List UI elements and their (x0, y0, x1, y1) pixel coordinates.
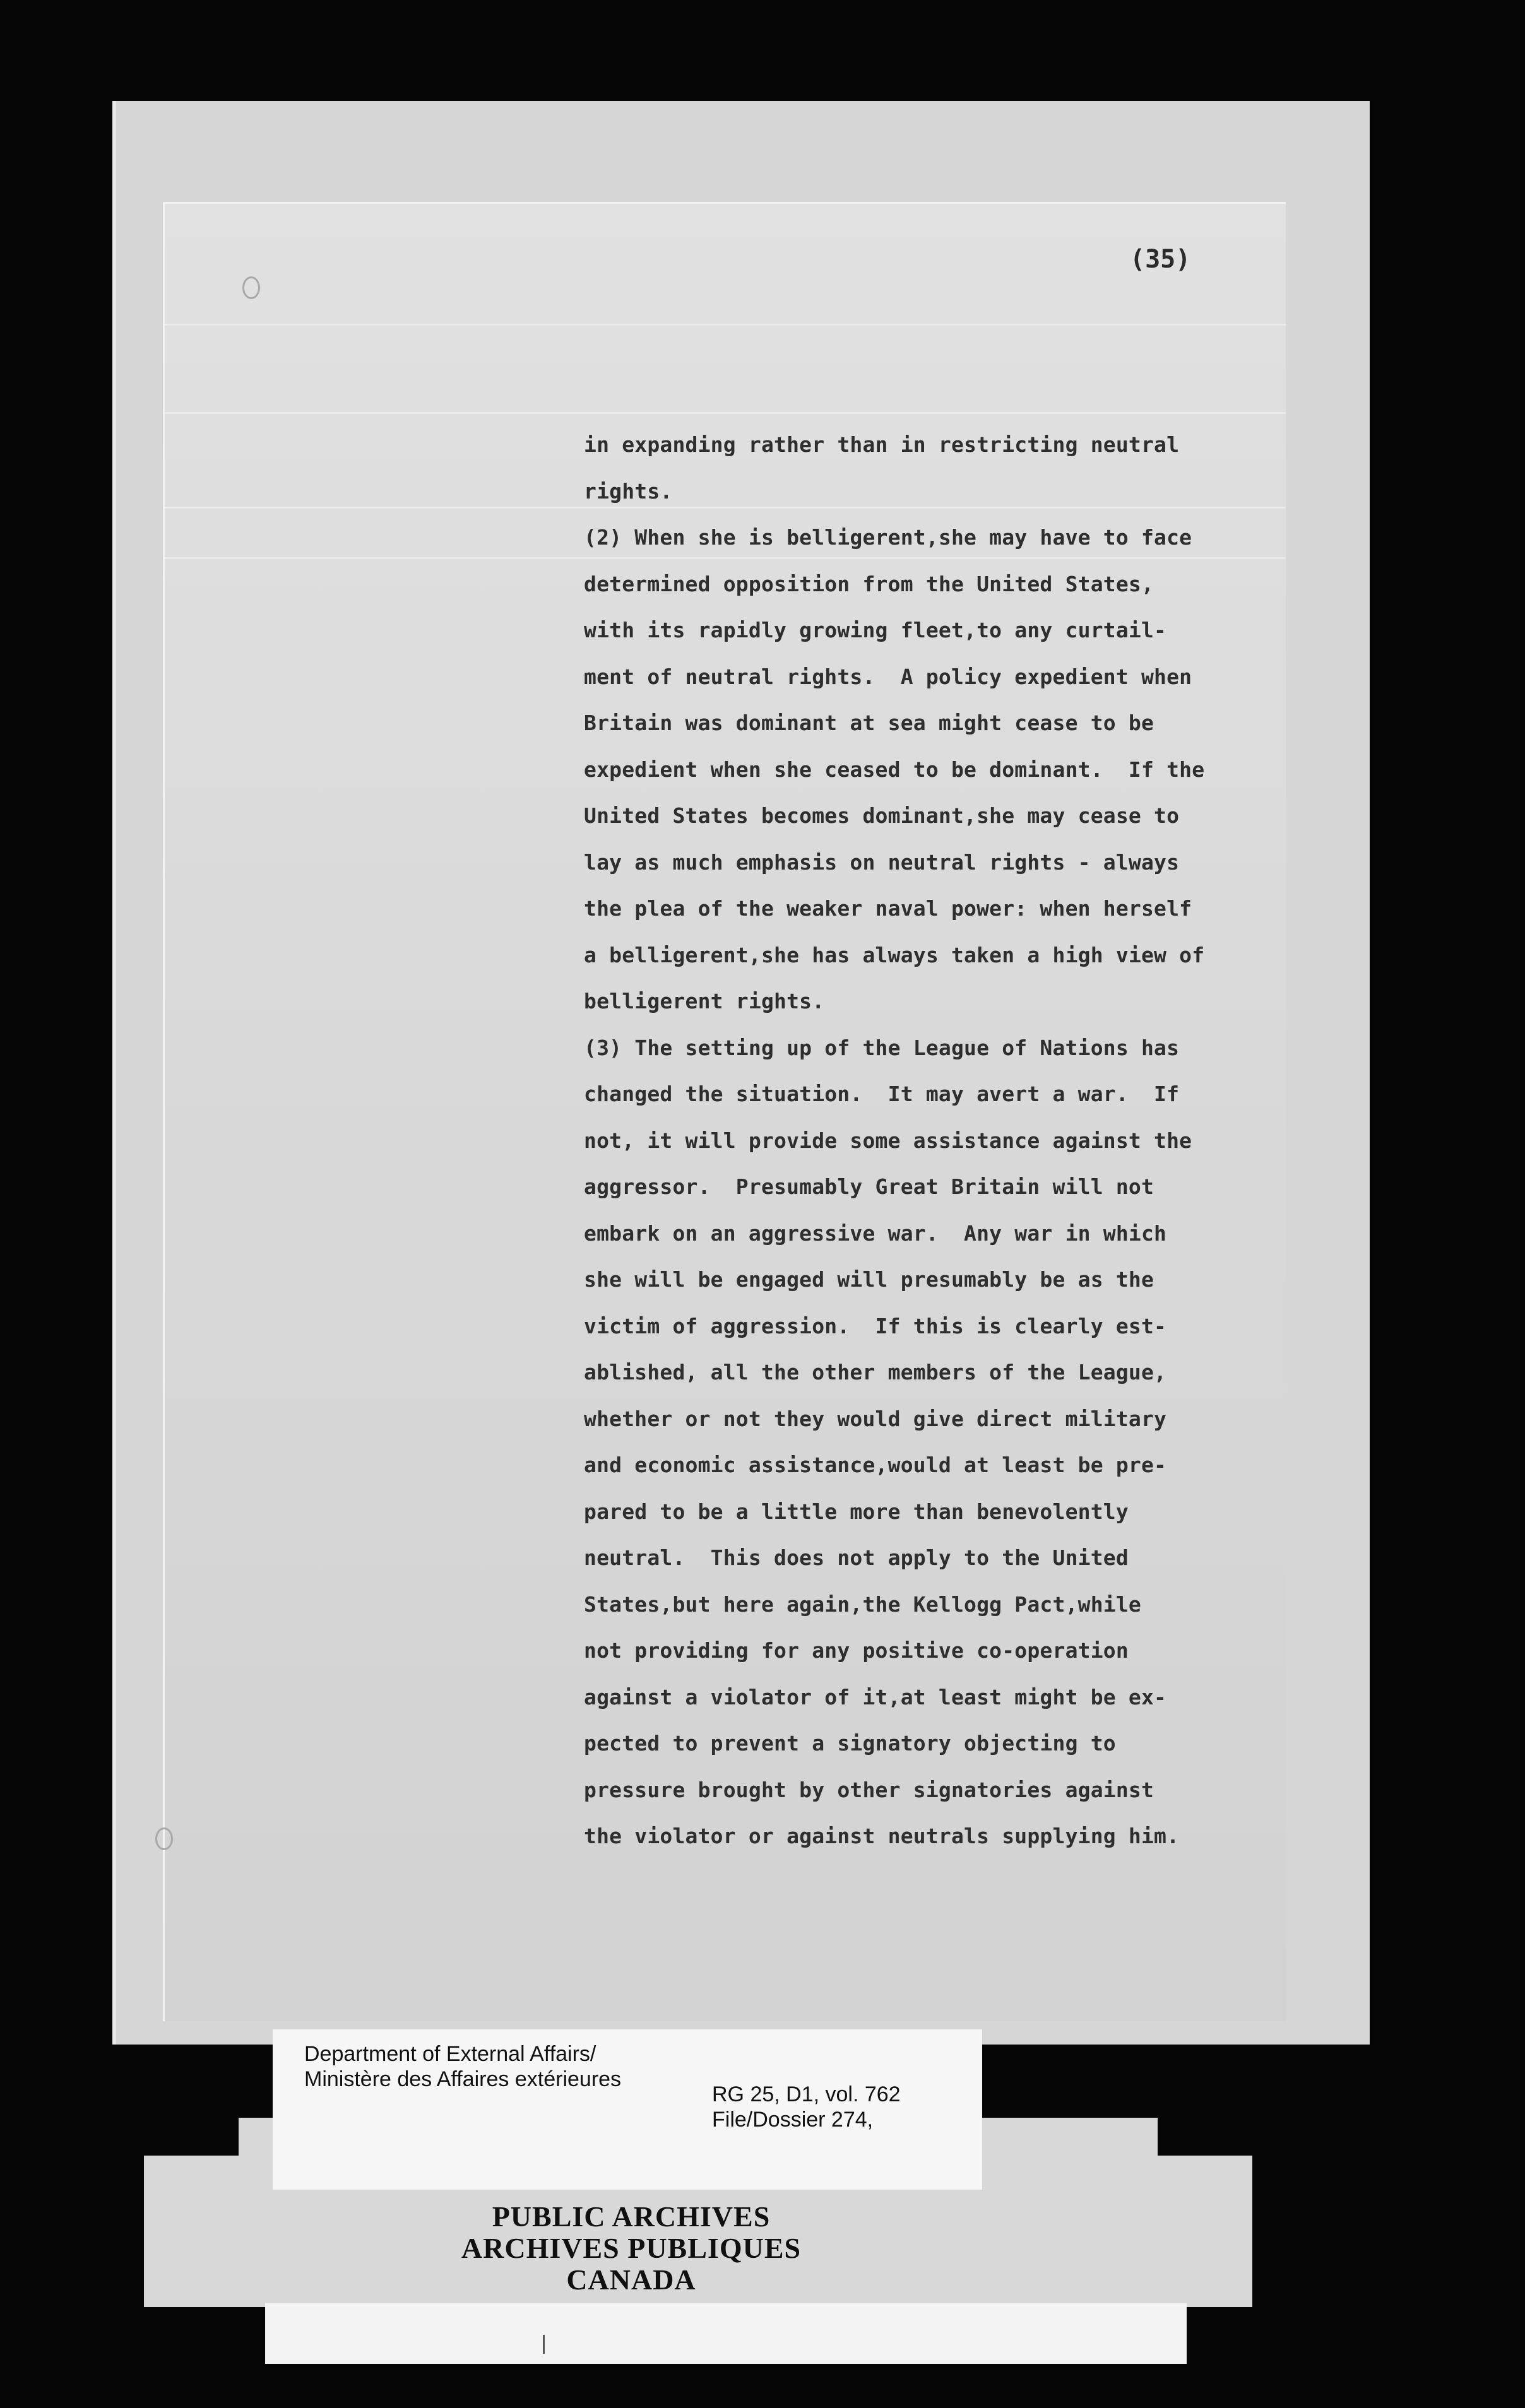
text-line: neutral. This does not apply to the United (584, 1545, 1129, 1570)
typewritten-body (584, 422, 1272, 1860)
text-line: a belligerent,she has always taken a high view of (584, 942, 1205, 967)
text-line: in expanding rather than in restricting neutral (584, 432, 1180, 457)
text-line: ment of neutral rights. A policy expedient when (584, 664, 1192, 689)
punch-hole-top (242, 276, 260, 299)
record-group-reference: RG 25, D1, vol. 762 (712, 2082, 901, 2106)
text-line: pared to be a little more than benevolently (584, 1499, 1129, 1524)
department-english: Department of External Affairs/ (304, 2042, 596, 2066)
text-line: against a violator of it,at least might be ex- (584, 1684, 1167, 1709)
text-line: (3) The setting up of the League of Nations has (584, 1035, 1180, 1060)
text-line: not, it will provide some assistance against the (584, 1128, 1192, 1153)
text-line: determined opposition from the United States, (584, 571, 1154, 596)
bottom-paper-strip (265, 2303, 1187, 2364)
text-line: with its rapidly growing fleet,to any curtail- (584, 618, 1167, 642)
text-line: pected to prevent a signatory objecting to (584, 1731, 1116, 1756)
punch-hole-bottom (155, 1827, 173, 1850)
text-line: victim of aggression. If this is clearly est- (584, 1313, 1167, 1338)
text-line: lay as much emphasis on neutral rights - always (584, 849, 1180, 875)
text-line: belligerent rights. (584, 989, 825, 1013)
text-line: expedient when she ceased to be dominant. If the (584, 757, 1205, 782)
text-line: (2) When she is belligerent,she may have to face (584, 525, 1192, 550)
archives-french: ARCHIVES PUBLIQUES (461, 2232, 802, 2264)
text-line: and economic assistance,would at least be pre- (584, 1453, 1167, 1477)
text-line: embark on an aggressive war. Any war in which (584, 1220, 1167, 1246)
file-reference: File/Dossier 274, (712, 2108, 874, 2132)
text-line: ablished, all the other members of the League, (584, 1360, 1167, 1384)
ruled-line (165, 324, 1286, 326)
archives-english: PUBLIC ARCHIVES (492, 2200, 771, 2233)
text-line: whether or not they would give direct military (584, 1406, 1167, 1431)
department-french: Ministère des Affaires extérieures (304, 2067, 622, 2091)
ruled-line (165, 412, 1286, 414)
text-line: aggressor. Presumably Great Britain will not (584, 1174, 1154, 1199)
text-line: the plea of the weaker naval power: when herself (584, 896, 1192, 921)
mount-notch-left (144, 2118, 239, 2156)
text-line: Britain was dominant at sea might cease to be (584, 711, 1154, 735)
mount-notch-right (1158, 2118, 1252, 2156)
archives-country: CANADA (566, 2263, 696, 2296)
text-line: United States becomes dominant,she may cease to (584, 803, 1180, 828)
text-line: rights. (584, 478, 673, 504)
text-line: the violator or against neutrals supplying him. (584, 1824, 1180, 1848)
text-line: changed the situation. It may avert a war. If (584, 1082, 1180, 1106)
text-line: pressure brought by other signatories against (584, 1777, 1154, 1802)
strip-tick-mark (543, 2335, 545, 2354)
text-line: States,but here again,the Kellogg Pact,while (584, 1591, 1141, 1617)
text-line: she will be engaged will presumably be as the (584, 1267, 1154, 1292)
text-line: not providing for any positive co-operation (584, 1638, 1129, 1663)
page-number: (35) (1130, 245, 1191, 274)
